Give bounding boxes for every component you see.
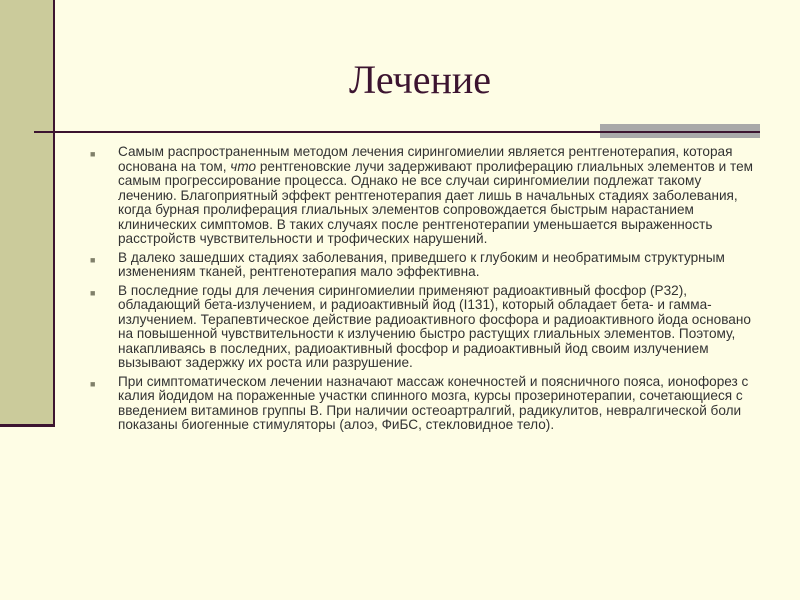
bullet-item-1 — [90, 145, 762, 247]
title-divider — [34, 131, 760, 133]
bullet-item-2 — [90, 251, 762, 280]
square-bullet-icon: ■ — [90, 378, 96, 389]
bullet-list — [90, 145, 762, 437]
square-bullet-icon: ■ — [90, 287, 96, 298]
slide-title: Лечение — [348, 57, 492, 102]
square-bullet-icon: ■ — [90, 254, 96, 265]
italic-word: что — [230, 158, 257, 174]
bullet-text: В последние годы для лечения сирингомиелии применяют радиоактивный фосфор (Р32), обладающий бета-излучением, и радиоактивный йод (I131), который обладает бета- и гамма-излучением. Терапевтическое действие радиоактивного фосфора и радиоактивного йода основано на повышенной чувствительности к излучению быстро растущих глиальных элементов. Поэтому, накапливаясь в последних, радиоактивный фосфор и радиоактивный йод своим излучением вызывают задержку их роста или разрушение. — [118, 282, 751, 370]
bullet-text: В далеко зашедших стадиях заболевания, приведшего к глубоким и необратимым структурным изменениям тканей, рентгенотерапия мало эффективна. — [118, 249, 725, 279]
bullet-item-3 — [90, 284, 762, 371]
bullet-text: При симптоматическом лечении назначают массаж конечностей и поясничного пояса, ионофорез с калия йодидом на пораженные участки спинного мозга, курсы прозеринотерапии, сочетающиеся с введением витаминов группы В. При наличии остеоартралгий, радикулитов, невралгической боли показаны биогенные стимуляторы (алоэ, ФиБС, стекловидное тело). — [118, 373, 749, 432]
square-bullet-icon: ■ — [90, 149, 96, 159]
left-bar-underline — [0, 424, 55, 427]
bullet-item-4 — [90, 375, 762, 433]
bullet-text: Самым распространенным методом лечения сирингомиелии является рентгенотерапия, которая основана на том, что рентгеновские лучи задерживают пролиферацию глиальных элементов и тем самым прогрессирование процесса. Однако не все случаи сирингомиелии подлежат такому лечению. Благоприятный эффект рентгенотерапия дает лишь в начальных стадиях заболевания, когда бурная пролиферация глиальных элементов сопровождается быстрым нарастанием клинических симптомов. В таких случаях после рентгенотерапии уменьшается выраженность расстройств чувствительности и трофических нарушений. — [118, 144, 754, 246]
